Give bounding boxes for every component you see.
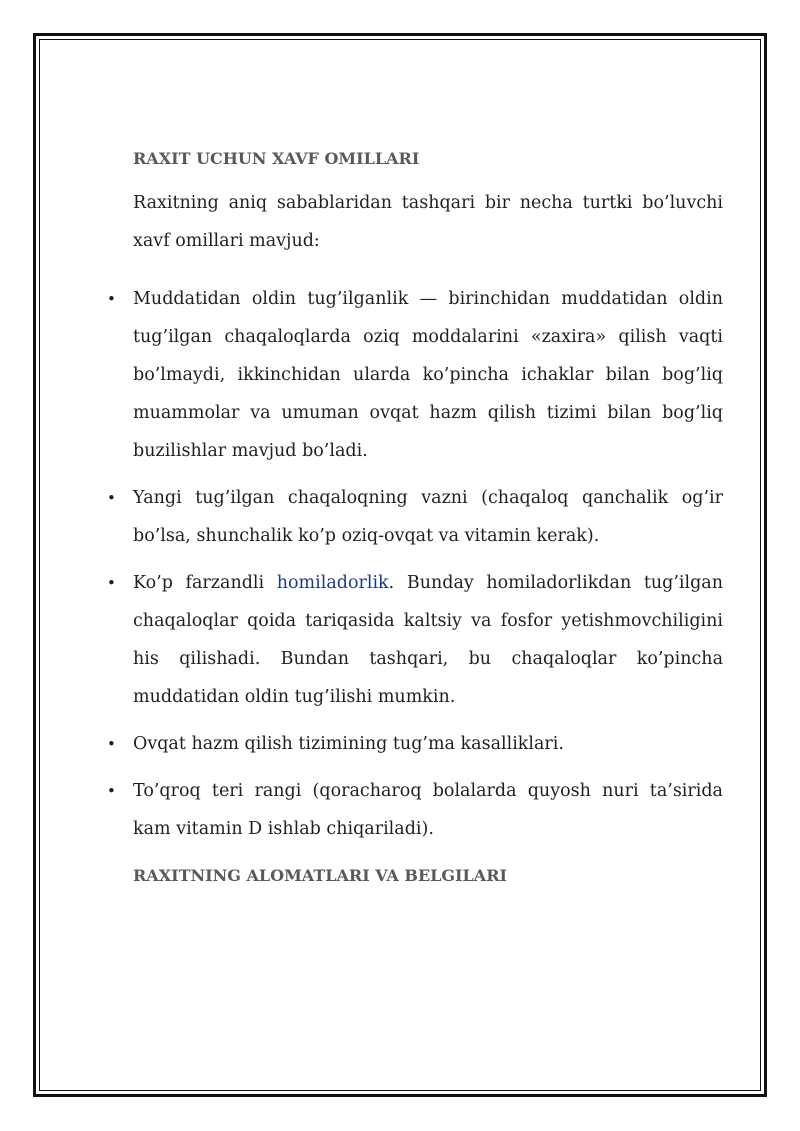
homiladorlik-link[interactable]: homiladorlik (276, 573, 389, 593)
list-item (107, 280, 723, 470)
list-item (107, 725, 723, 763)
bullet-icon: • (107, 574, 116, 592)
bullet-icon: • (107, 290, 116, 308)
list-item-text: Muddatidan oldin tug’ilganlik — birinchidan muddatidan oldin tug’ilgan chaqaloqlarda oziq moddalarini «zaxira» qilish vaqti bo’lmaydi, ikkinchidan ularda ko’pincha ichaklar bilan bog’liq muammolar va umuman ovqat hazm qilish tizimi bilan bog’liq buzilishlar mavjud bo’ladi. (133, 289, 723, 461)
list-item-text-end: . Bunday homiladorlikdan tug’ilgan chaqaloqlar qoida tariqasida kaltsiy va fosfor yetishmovchiligini his qilishadi. Bundan tashqari, bu chaqaloqlar ko’pincha muddatidan oldin tug’ilishi mumkin. (133, 573, 723, 707)
section-heading-risk-factors: RAXIT UCHUN XAVF OMILLARI (133, 149, 420, 168)
section-heading-symptoms: RAXITNING ALOMATLARI VA BELGILARI (133, 866, 507, 885)
intro-paragraph: Raxitning aniq sabablaridan tashqari bir necha turtki bo’luvchi xavf omillari mavjud: (133, 193, 723, 251)
list-item-text: Ovqat hazm qilish tizimining tug’ma kasalliklari. (133, 734, 564, 754)
list-item (107, 479, 723, 555)
list-item-text-start: Ko’p farzandli (133, 573, 277, 593)
list-item-text: Yangi tug’ilgan chaqaloqning vazni (chaqaloq qanchalik og’ir bo’lsa, shunchalik ko’p oziq-ovqat va vitamin kerak). (133, 488, 723, 546)
list-item (107, 564, 723, 716)
list-item (107, 772, 723, 848)
risk-factor-list (107, 280, 723, 848)
document-content (107, 140, 723, 895)
bullet-icon: • (107, 489, 116, 507)
bullet-icon: • (107, 782, 116, 800)
list-item-text: To’qroq teri rangi (qoracharoq bolalarda quyosh nuri ta’sirida kam vitamin D ishlab chiqariladi). (133, 781, 723, 839)
bullet-icon: • (107, 735, 116, 753)
